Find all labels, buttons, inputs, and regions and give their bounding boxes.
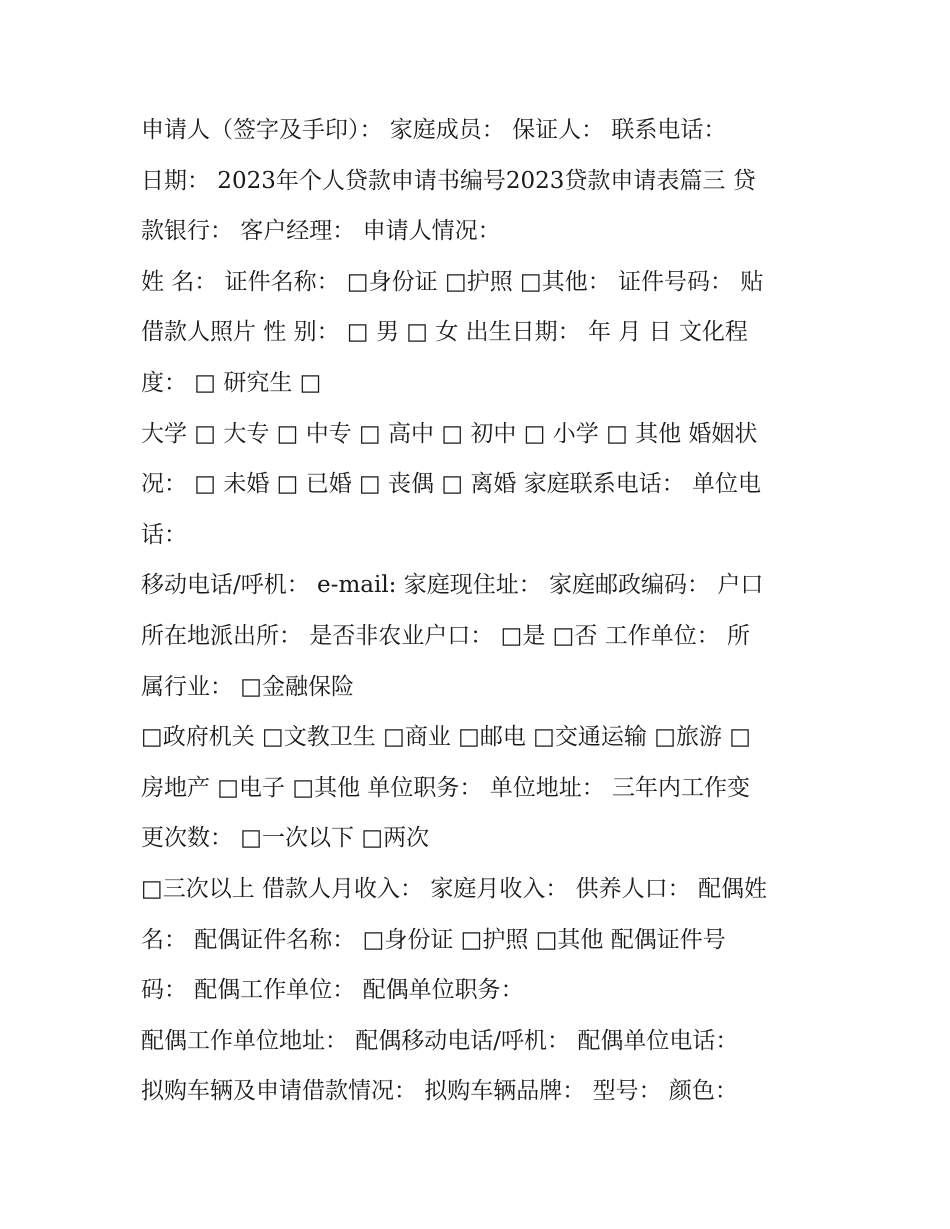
text-line: 款银行： 客户经理： 申请人情况： [141,218,501,245]
text-line: 更次数： □一次以下 □两次 [141,825,430,852]
document-body [141,105,821,1117]
text-line: 房地产 □电子 □其他 单位职务： 单位地址： 三年内工作变 [141,774,751,801]
text-line: 配偶工作单位地址： 配偶移动电话/呼机： 配偶单位电话： [141,1027,739,1054]
text-line: 况： □ 未婚 □ 已婚 □ 丧偶 □ 离婚 家庭联系电话： 单位电 [141,471,762,498]
text-line: 属行业： □金融保险 [141,673,355,700]
text-line: 借款人照片 性 别： □ 男 □ 女 出生日期： 年 月 日 文化程 [141,319,748,346]
text-line: 码： 配偶工作单位： 配偶单位职务： [141,977,524,1004]
text-line: □政府机关 □文教卫生 □商业 □邮电 □交通运输 □旅游 □ [141,724,751,751]
text-line: □三次以上 借款人月收入： 家庭月收入： 供养人口： 配偶姓 [141,875,767,902]
text-line: 移动电话/呼机： e-mail: 家庭现住址： 家庭邮政编码： 户口 [141,572,764,599]
text-line: 话： [141,521,187,548]
text-line: 申请人（签字及手印）： 家庭成员： 保证人： 联系电话： [141,117,727,143]
text-line: 度： □ 研究生 □ [141,369,322,396]
text-line: 姓 名： 证件名称： □身份证 □护照 □其他： 证件号码： 贴 [141,268,764,295]
text-line: 所在地派出所： 是否非农业户口： □是 □否 工作单位： 所 [141,622,751,649]
text-line: 拟购车辆及申请借款情况： 拟购车辆品牌： 型号： 颜色： [141,1078,738,1105]
text-line: 名： 配偶证件名称： □身份证 □护照 □其他 配偶证件号 [141,926,726,953]
text-line: 日期： 2023年个人贷款申请书编号2023贷款申请表篇三 贷 [141,167,756,194]
text-line: 大学 □ 大专 □ 中专 □ 高中 □ 初中 □ 小学 □ 其他 婚姻状 [141,420,758,447]
